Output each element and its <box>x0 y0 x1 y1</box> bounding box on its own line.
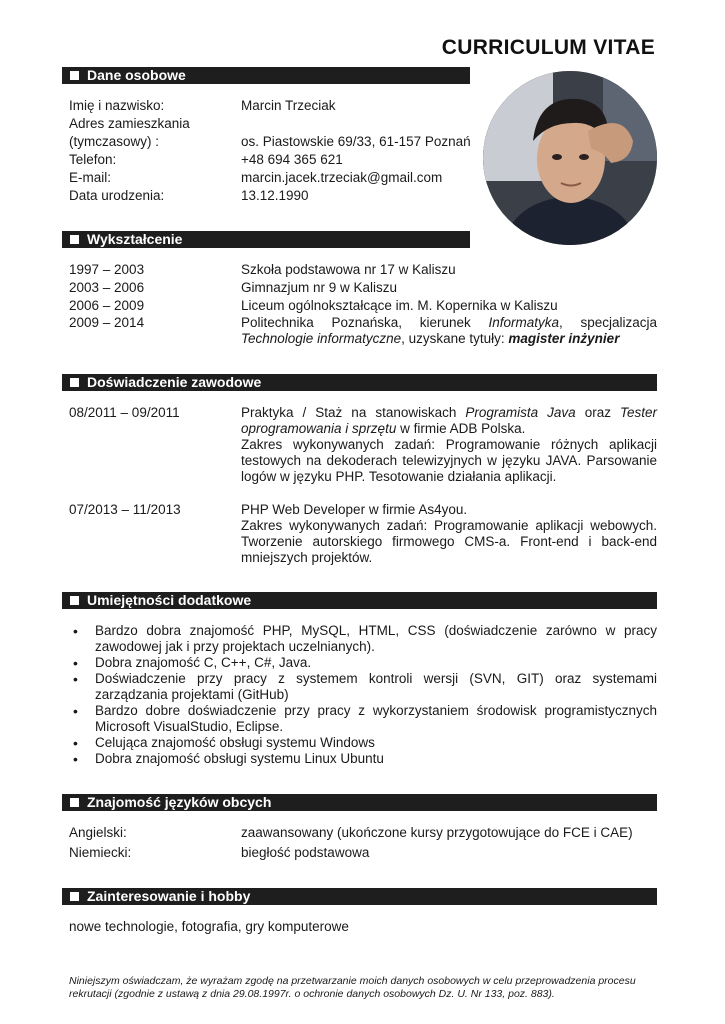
personal-name-row: Imię i nazwisko: Marcin Trzeciak <box>69 98 336 113</box>
list-item: • Celująca znajomość obsługi systemu Windows <box>95 735 657 751</box>
personal-birth-row: Data urodzenia: 13.12.1990 <box>69 188 309 203</box>
list-item: • Doświadczenie przy pracy z systemem kontroli wersji (SVN, GIT) oraz systemami zarządzania projektami (GitHub) <box>95 671 657 703</box>
section-header-experience: Doświadczenie zawodowe <box>62 374 657 391</box>
portrait-image <box>483 71 657 245</box>
education-row: 2003 – 2006 Gimnazjum nr 9 w Kaliszu <box>69 280 398 295</box>
skills-list <box>69 623 657 767</box>
square-bullet-icon <box>70 798 79 807</box>
profile-photo <box>483 71 657 245</box>
square-bullet-icon <box>70 892 79 901</box>
document-title: CURRICULUM VITAE <box>441 36 655 59</box>
square-bullet-icon <box>70 596 79 605</box>
personal-phone-row: Telefon: +48 694 365 621 <box>69 152 343 167</box>
section-header-skills: Umiejętności dodatkowe <box>62 592 657 609</box>
section-header-hobby: Zainteresowanie i hobby <box>62 888 657 905</box>
section-header-personal: Dane osobowe <box>62 67 470 84</box>
square-bullet-icon <box>70 71 79 80</box>
list-item: • Bardzo dobra znajomość PHP, MySQL, HTML, CSS (doświadczenie zarówno w pracy zawodowej jak i przy projektach uczelnianych). <box>95 623 657 655</box>
language-row: Angielski: zaawansowany (ukończone kursy przygotowujące do FCE i CAE) <box>69 825 633 840</box>
education-row: 1997 – 2003 Szkoła podstawowa nr 17 w Kaliszu <box>69 262 456 277</box>
personal-email-row: E-mail: marcin.jacek.trzeciak@gmail.com <box>69 170 443 185</box>
square-bullet-icon <box>70 378 79 387</box>
personal-address-label-row: Adres zamieszkania <box>69 116 190 131</box>
language-row: Niemiecki: biegłość podstawowa <box>69 845 370 860</box>
hobby-text: nowe technologie, fotografia, gry komputerowe <box>69 919 349 934</box>
list-item: • Dobra znajomość C, C++, C#, Java. <box>95 655 657 671</box>
list-item: • Bardzo dobre doświadczenie przy pracy z wykorzystaniem środowisk programistycznych Microsoft VisualStudio, Eclipse. <box>95 703 657 735</box>
section-header-languages: Znajomość języków obcych <box>62 794 657 811</box>
personal-address-row: (tymczasowy) : os. Piastowskie 69/33, 61-157 Poznań <box>69 134 471 149</box>
section-header-education: Wykształcenie <box>62 231 470 248</box>
consent-footer: Niniejszym oświadczam, że wyrażam zgodę na przetwarzanie moich danych osobowych w celu przeprowadzenia procesu rekrutacji (zgodnie z ustawą z dnia 29.08.1997r. o ochronie danych osobowych Dz. U. Nr 133, poz. 883). <box>69 975 636 1000</box>
list-item: • Dobra znajomość obsługi systemu Linux Ubuntu <box>95 751 657 767</box>
education-row: 2006 – 2009 Liceum ogólnokształcące im. M. Kopernika w Kaliszu <box>69 298 558 313</box>
square-bullet-icon <box>70 235 79 244</box>
